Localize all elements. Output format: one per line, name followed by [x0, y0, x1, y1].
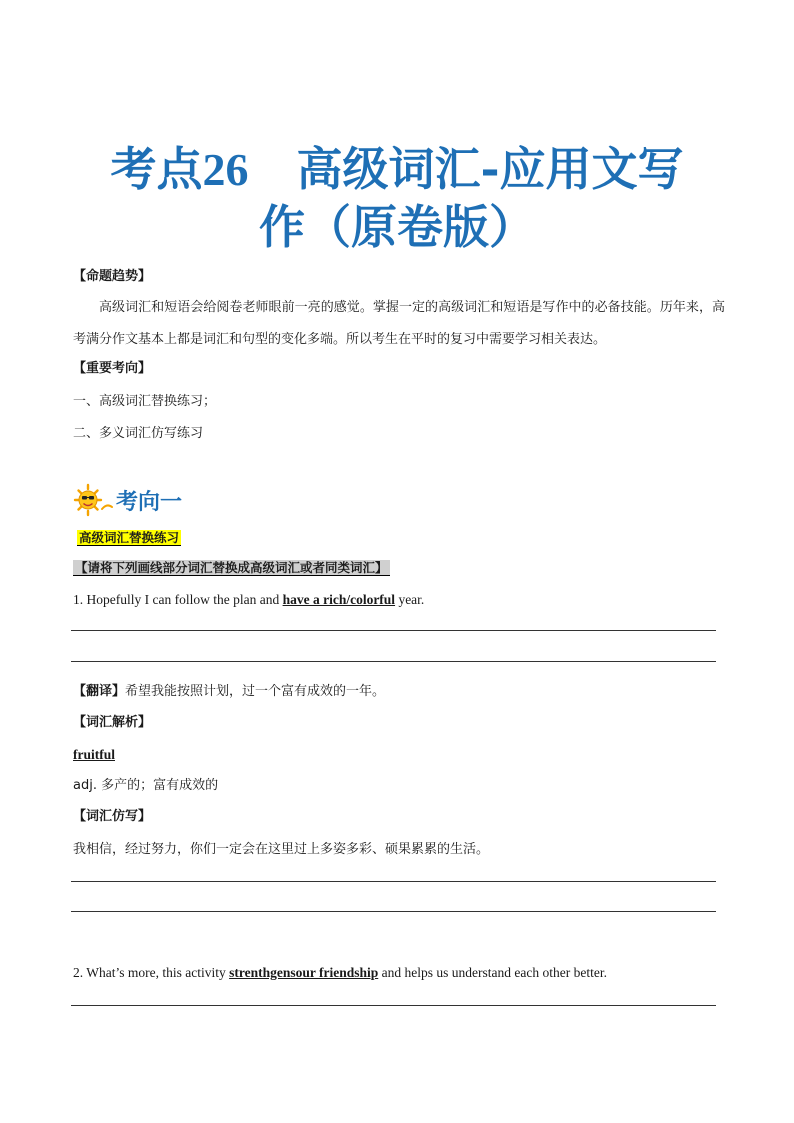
focus-item-2: 二、多义词汇仿写练习: [73, 426, 204, 441]
answer-line[interactable]: [71, 881, 716, 882]
q1-analysis-heading: 【词汇解析】: [73, 715, 152, 730]
title-prefix: 考点: [110, 142, 203, 196]
answer-line[interactable]: [71, 630, 716, 631]
focus-item-1: 一、高级词汇替换练习；: [73, 394, 217, 409]
q2-underlined-phrase: strenthgensour friendship: [229, 965, 379, 980]
kaoxiang-label: 考向一: [116, 488, 183, 515]
q1-underlined-phrase: have a rich/colorful: [282, 592, 396, 607]
q1-translation: 【翻译】希望我能按照计划，过一个富有成效的一年。: [73, 684, 386, 699]
q1-vocab-word: fruitful: [73, 747, 115, 762]
focus-heading: 【重要考向】: [73, 361, 152, 376]
question-2: 2. What’s more, this activity strenthgensour friendship and helps us understand each other better.: [73, 965, 607, 980]
question-1: 1. Hopefully I can follow the plan and have a rich/colorful year.: [73, 592, 425, 607]
title-rest: 高级词汇-应用文写: [296, 142, 684, 196]
answer-line[interactable]: [71, 661, 716, 662]
title-number: 26: [202, 144, 249, 195]
subtitle-highlight: 高级词汇替换练习: [79, 530, 180, 545]
page-title-line-1: [60, 140, 734, 199]
page-title-line-2: 作（原卷版）: [259, 200, 535, 254]
answer-line[interactable]: [71, 911, 716, 912]
trend-paragraph: 高级词汇和短语会给阅卷老师眼前一亮的感觉。掌握一定的高级词汇和短语是写作中的必备技能。历年来，高考满分作文基本上都是词汇和句型的变化多端。所以考生在平时的复习中需要学习相关表达。: [73, 300, 725, 347]
q1-imitation-prompt: 我相信，经过努力，你们一定会在这里过上多姿多彩、硕果累累的生活。: [73, 842, 490, 857]
instruction-highlight: 【请将下列画线部分词汇替换成高级词汇或者同类词汇】: [75, 560, 388, 575]
answer-line[interactable]: [71, 1005, 716, 1006]
q1-definition: adj. 多产的；富有成效的: [73, 778, 219, 793]
q1-imitation-heading: 【词汇仿写】: [73, 809, 152, 824]
trend-heading: 【命题趋势】: [73, 269, 152, 284]
kaoxiang-header: [72, 482, 182, 518]
smiling-sun-icon: [72, 483, 114, 517]
